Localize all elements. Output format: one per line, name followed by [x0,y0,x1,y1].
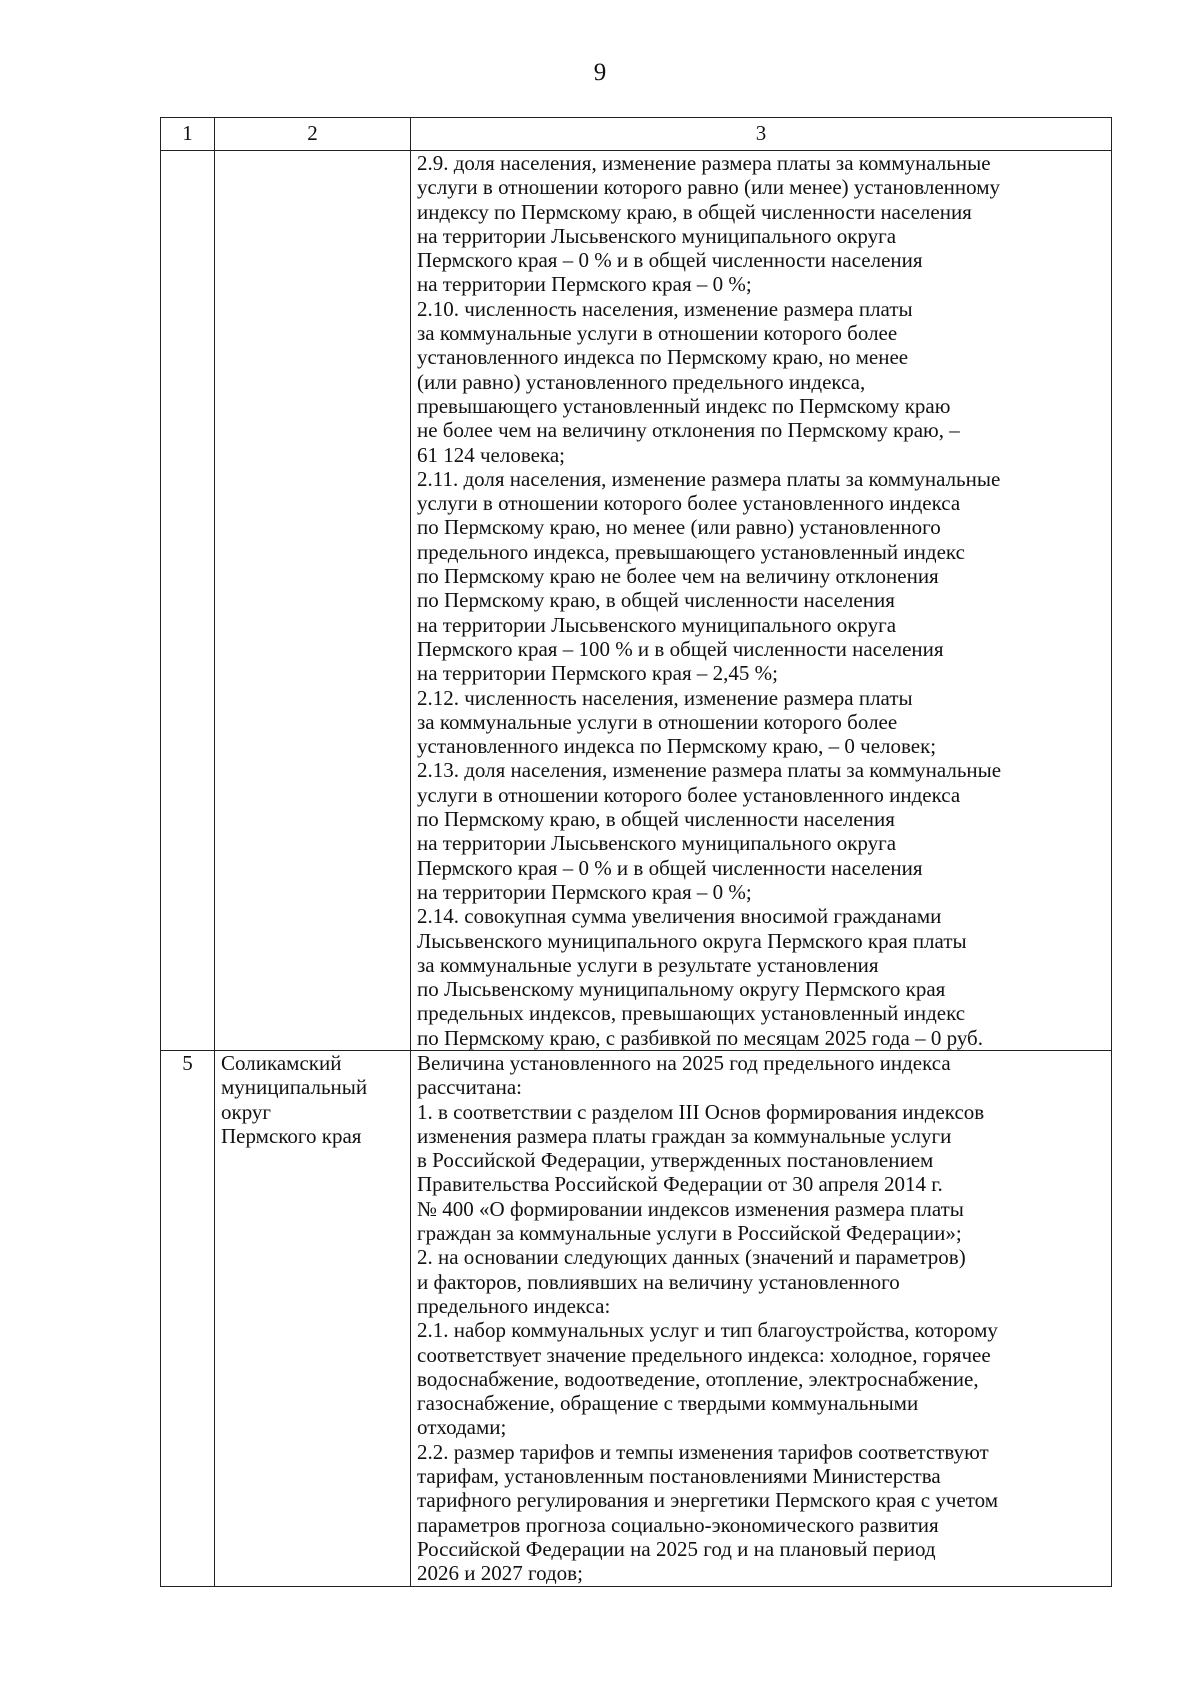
text-line: установленного индекса по Пермскому краю, – 0 человек; [417,734,937,759]
text-line: по Пермскому краю не более чем на величину отклонения [417,564,939,589]
text-line: 2.12. численность населения, изменение размера платы [417,685,913,710]
text-line: 2026 и 2027 годов; [417,1561,583,1586]
text-line: на территории Пермского края – 2,45 %; [417,661,778,686]
description-cell [411,1050,1112,1586]
text-line: предельных индексов, превышающих установленный индекс [417,1001,966,1026]
text-line: по Пермскому краю, в общей численности населения [417,807,895,832]
text-line: в Российской Федерации, утвержденных постановлением [417,1148,934,1173]
text-line: округ [221,1099,272,1124]
text-line: предельного индекса: [417,1293,611,1318]
table-row [161,1050,1112,1586]
text-line: Лысьвенского муниципального округа Пермского края платы [417,928,967,953]
table-header-row [161,118,1112,151]
text-line: не более чем на величину отклонения по Пермскому краю, – [417,418,960,443]
text-line: параметров прогноза социально-экономического развития [417,1512,939,1537]
text-line: Российской Федерации на 2025 год и на плановый период [417,1536,936,1561]
row-number-cell [161,151,215,1051]
text-line: услуги в отношении которого равно (или менее) установленному [417,175,1001,200]
description-cell [411,151,1112,1051]
text-line: муниципальный [221,1075,368,1100]
text-line: на территории Лысьвенского муниципального округа [417,831,897,856]
text-line: соответствует значение предельного индекса: холодное, горячее [417,1342,991,1367]
text-line: услуги в отношении которого более установленного индекса [417,491,961,516]
text-line: Величина установленного на 2025 год предельного индекса [417,1050,951,1075]
text-line: 2.14. совокупная сумма увеличения вносимой гражданами [417,904,942,929]
region-cell [215,151,411,1051]
text-line: за коммунальные услуги в отношении которого более [417,709,898,734]
text-line: газоснабжение, обращение с твердыми коммунальными [417,1391,919,1416]
text-line: граждан за коммунальные услуги в Российской Федерации»; [417,1221,962,1246]
text-line: 2. на основании следующих данных (значений и параметров) [417,1245,966,1270]
text-line: № 400 «О формировании индексов изменения размера платы [417,1196,964,1221]
text-line: Пермского края – 100 % и в общей численности населения [417,636,944,661]
text-line: Соликамский [221,1050,342,1075]
text-line: 2.11. доля населения, изменение размера платы за коммунальные [417,466,1001,491]
table-row [161,151,1112,1051]
text-line: установленного индекса по Пермскому краю, но менее [417,345,909,370]
text-line: услуги в отношении которого более установленного индекса [417,782,961,807]
column-header-1: 1 [161,118,215,151]
text-line: по Пермскому краю, в общей численности населения [417,588,895,613]
text-line: индексу по Пермскому краю, в общей численности населения [417,199,972,224]
text-line: 61 124 человека; [417,442,566,467]
text-line: тарифного регулирования и энергетики Пермского края с учетом [417,1488,999,1513]
row-number-cell: 5 [161,1050,215,1586]
text-line: 2.10. численность населения, изменение размера платы [417,296,913,321]
text-line: предельного индекса, превышающего установленный индекс [417,539,965,564]
text-line: 2.2. размер тарифов и темпы изменения тарифов соответствуют [417,1439,989,1464]
text-line: и факторов, повлиявших на величину установленного [417,1269,900,1294]
text-line: Правительства Российской Федерации от 30 апреля 2014 г. [417,1172,943,1197]
text-line: изменения размера платы граждан за коммунальные услуги [417,1123,952,1148]
text-line: 2.1. набор коммунальных услуг и тип благоустройства, которому [417,1318,998,1343]
text-line: рассчитана: [417,1075,522,1100]
text-line: тарифам, установленным постановлениями Министерства [417,1464,941,1489]
text-line: 2.9. доля населения, изменение размера платы за коммунальные [417,151,991,175]
text-line: 2.13. доля населения, изменение размера платы за коммунальные [417,758,1002,783]
column-header-2: 2 [215,118,411,151]
text-line: на территории Пермского края – 0 %; [417,272,752,297]
text-line: водоснабжение, водоотведение, отопление, электроснабжение, [417,1366,979,1391]
text-line: за коммунальные услуги в результате установления [417,952,879,977]
document-table [160,117,1112,1587]
text-line: на территории Лысьвенского муниципального округа [417,612,897,637]
text-line: 1. в соответствии с разделом III Основ формирования индексов [417,1099,985,1124]
text-line: за коммунальные услуги в отношении которого более [417,321,898,346]
text-line: отходами; [417,1415,507,1440]
page-number: 9 [593,59,607,86]
text-line: по Лысьвенскому муниципальному округу Пермского края [417,977,946,1002]
text-line: по Пермскому краю, но менее (или равно) установленного [417,515,941,540]
text-line: Пермского края – 0 % и в общей численности населения [417,248,923,273]
text-line: по Пермскому краю, с разбивкой по месяцам 2025 года – 0 руб. [417,1025,983,1050]
text-line: Пермского края [221,1123,362,1148]
text-line: превышающего установленный индекс по Пермскому краю [417,393,951,418]
region-cell [215,1050,411,1586]
text-line: на территории Лысьвенского муниципального округа [417,223,897,248]
text-line: (или равно) установленного предельного индекса, [417,369,866,394]
text-line: на территории Пермского края – 0 %; [417,879,752,904]
text-line: Пермского края – 0 % и в общей численности населения [417,855,923,880]
column-header-3: 3 [411,118,1112,151]
